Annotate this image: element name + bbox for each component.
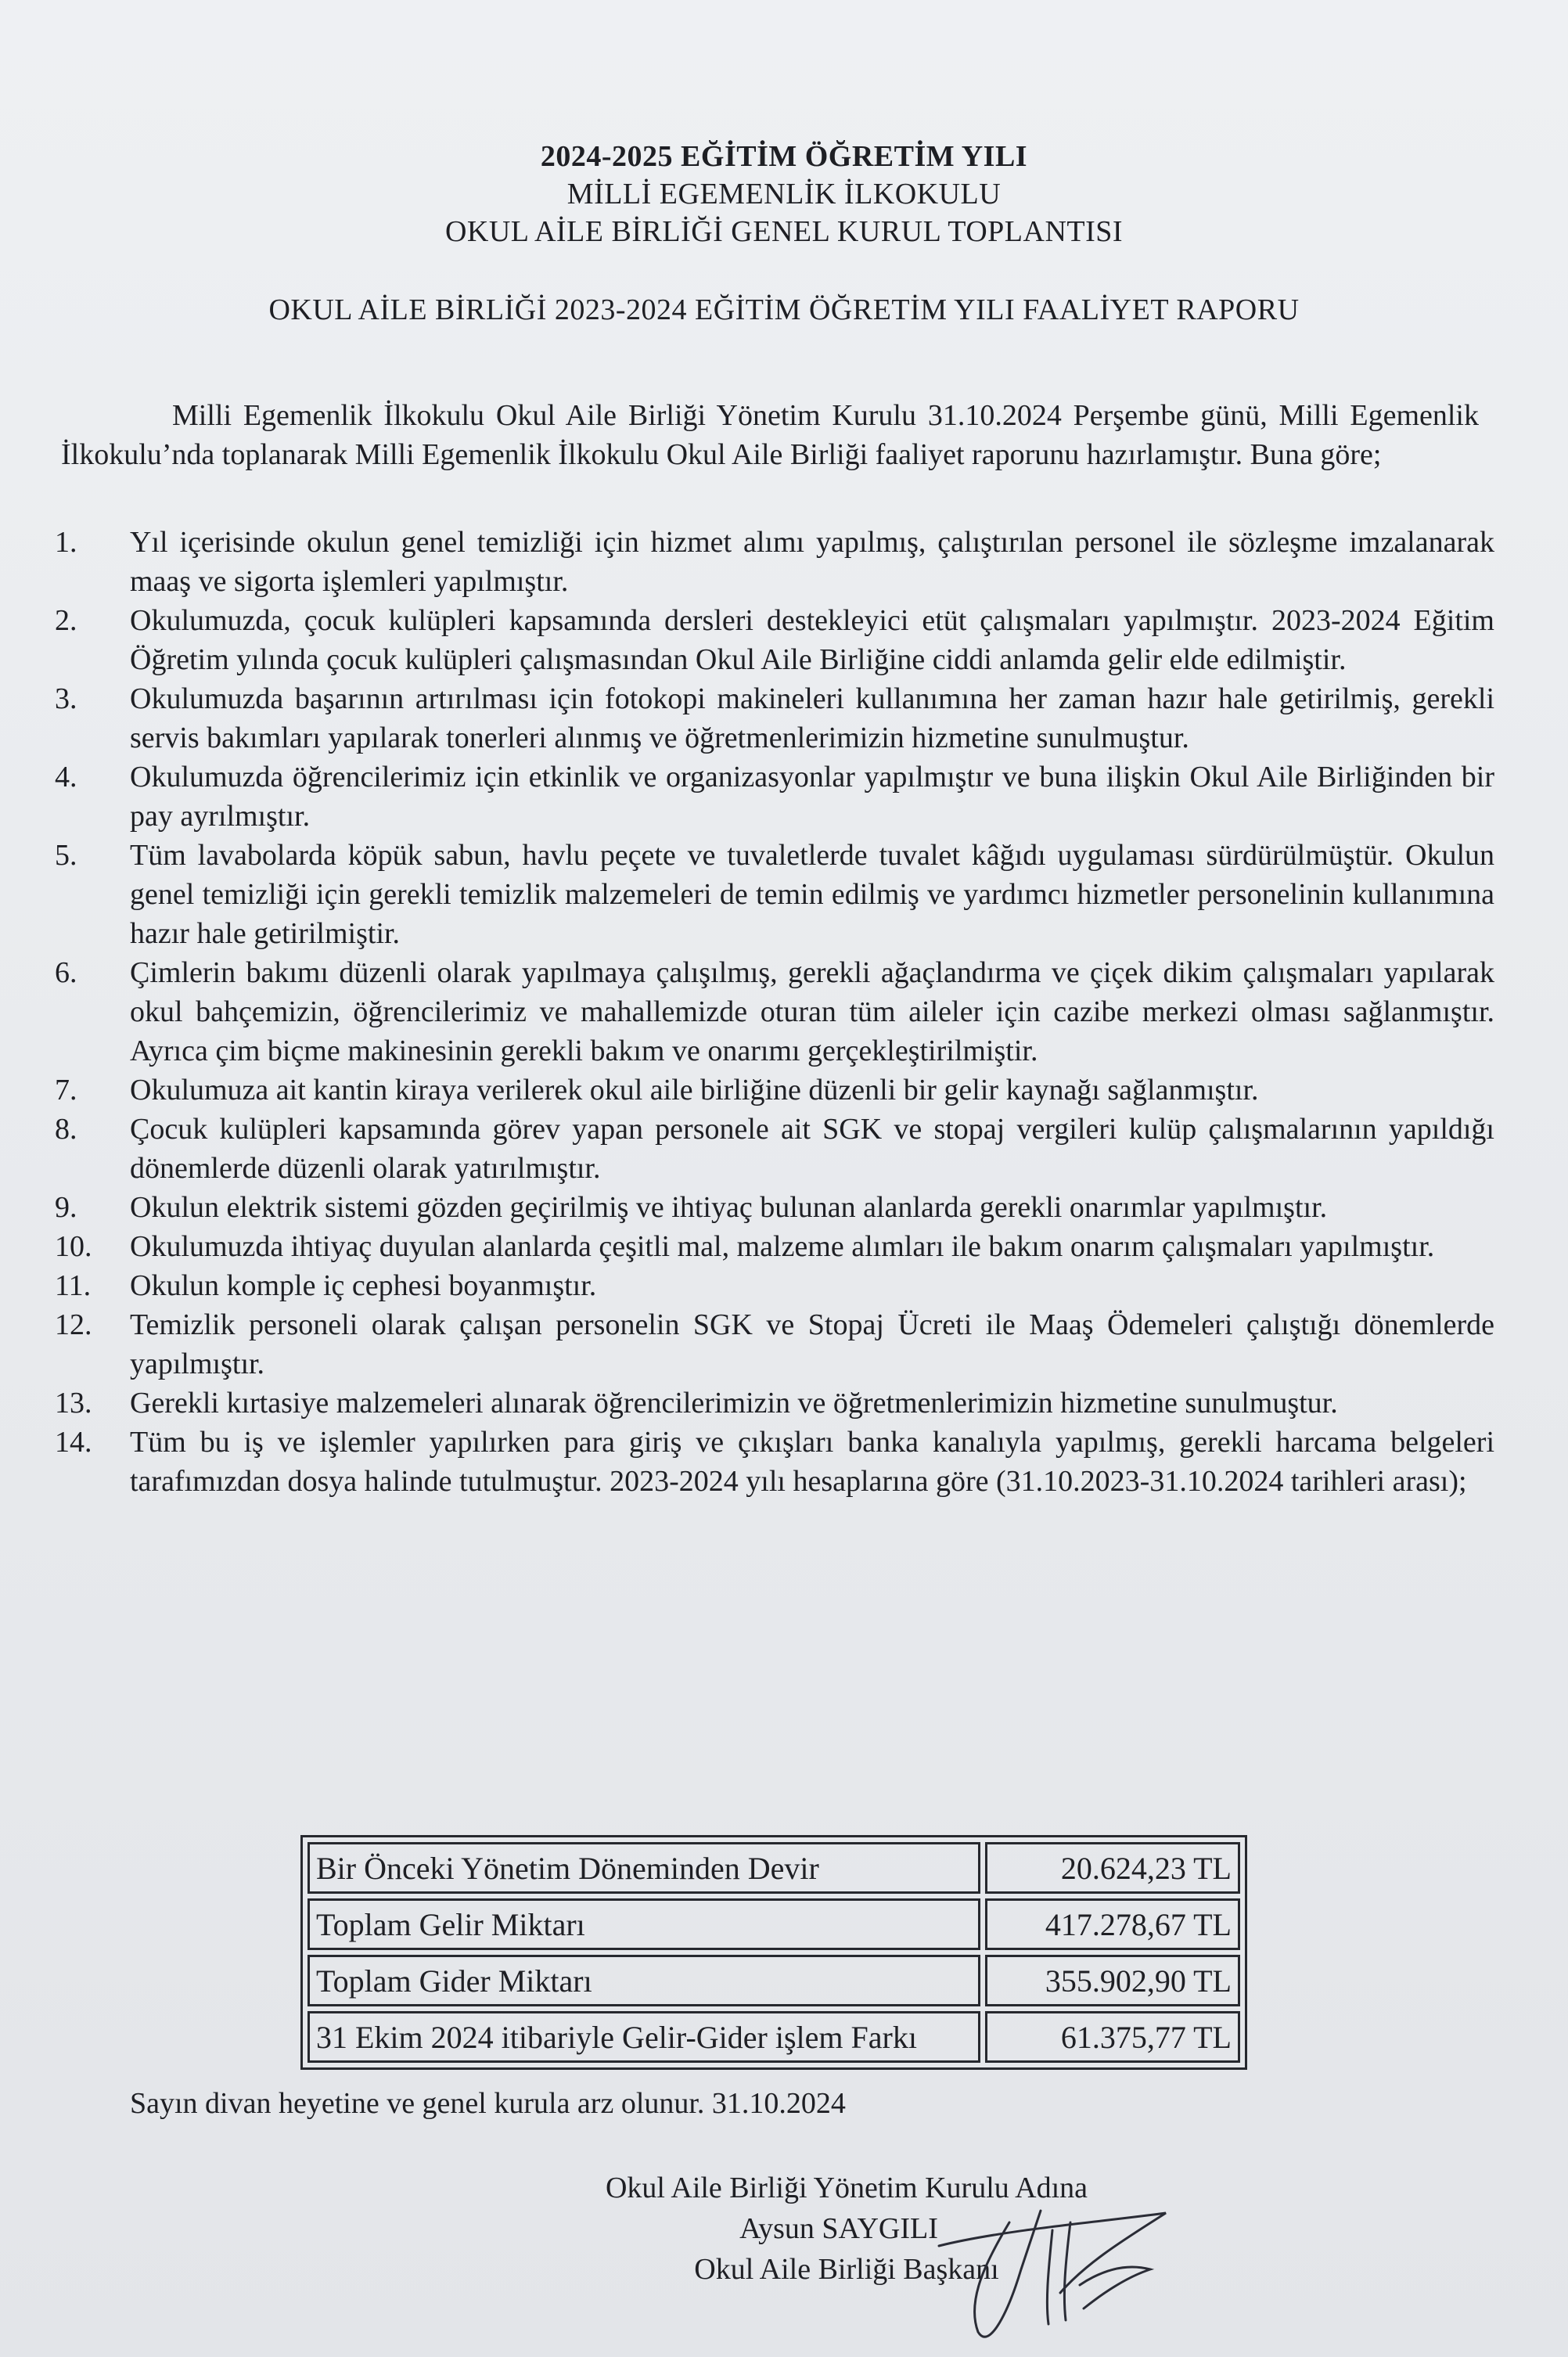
signatory-title: Okul Aile Birliği Başkanı: [694, 2253, 999, 2286]
list-item-text: Tüm lavabolarda köpük sabun, havlu peçete ve tuvaletlerde tuvalet kâğıdı uygulaması sürdürülmüştür. Okulun genel temizliği için gerekli temizlik malzemeleri de temin edilmiş ve yardımcı hizmetler personelinin kullanımına hazır hale getirilmiştir.: [130, 839, 1494, 950]
table-cell-amount: 61.375,77 TL: [985, 2011, 1240, 2063]
list-item: [55, 1305, 1494, 1384]
list-item-text: Okulumuzda, çocuk kulüpleri kapsamında dersleri destekleyici etüt çalışmaları yapılmıştır. 2023-2024 Eğitim Öğretim yılında çocuk kulüpleri çalışmasından Okul Aile Birliğine ciddi anlamda gelir elde edilmiştir.: [130, 604, 1494, 676]
list-item-number: 4.: [55, 761, 77, 793]
list-item-text: Çimlerin bakımı düzenli olarak yapılmaya çalışılmış, gerekli ağaçlandırma ve çiçek dikim çalışmaları yapılarak okul bahçemizin, öğrencilerimiz ve mahallemizde oturan tüm aileler için cazibe merkezi olması sağlanmıştır. Ayrıca çim biçme makinesinin gerekli bakım ve onarımı gerçekleştirilmiştir.: [130, 956, 1494, 1067]
list-item: [55, 601, 1494, 679]
table-cell-amount: 355.902,90 TL: [985, 1955, 1240, 2006]
table-row: [307, 1898, 1240, 1950]
list-item-text: Tüm bu iş ve işlemler yapılırken para giriş ve çıkışları banka kanalıyla yapılmış, gerekli harcama belgeleri tarafımızdan dosya halinde tutulmuştur. 2023-2024 yılı hesaplarına göre (31.10.2023-31.10.2024 tarihleri arası);: [130, 1426, 1494, 1498]
list-item-number: 1.: [55, 526, 77, 559]
list-item-text: Temizlik personeli olarak çalışan personelin SGK ve Stopaj Ücreti ile Maaş Ödemeleri çalıştığı dönemlerde yapılmıştır.: [130, 1308, 1494, 1380]
list-item: [55, 1188, 1494, 1227]
list-item-number: 9.: [55, 1191, 77, 1224]
table-row: [307, 1955, 1240, 2006]
list-item: [55, 953, 1494, 1071]
table-row: [307, 1842, 1240, 1894]
list-item: [55, 757, 1494, 836]
financial-summary-table: [300, 1835, 1247, 2070]
list-item: [55, 836, 1494, 953]
signature-line-organization: Okul Aile Birliği Yönetim Kurulu Adına: [605, 2172, 1088, 2204]
list-item-text: Gerekli kırtasiye malzemeleri alınarak öğrencilerimizin ve öğretmenlerimizin hizmetine sunulmuştur.: [130, 1387, 1338, 1420]
meeting-heading: OKUL AİLE BİRLİĞİ GENEL KURUL TOPLANTISI: [444, 215, 1124, 248]
table-cell-amount: 20.624,23 TL: [985, 1842, 1240, 1894]
list-item-number: 13.: [55, 1387, 92, 1420]
list-item-text: Okulumuzda öğrencilerimiz için etkinlik ve organizasyonlar yapılmıştır ve buna ilişkin Okul Aile Birliğinden bir pay ayrılmıştır.: [130, 761, 1494, 833]
table-cell-label: Toplam Gider Miktarı: [307, 1955, 980, 2006]
list-item-number: 12.: [55, 1308, 92, 1341]
list-item-number: 8.: [55, 1113, 77, 1146]
list-item: [55, 1110, 1494, 1188]
list-item: [55, 1384, 1494, 1423]
table-row: [307, 2011, 1240, 2063]
list-item-number: 10.: [55, 1230, 92, 1263]
list-item-number: 7.: [55, 1074, 77, 1107]
list-item: [55, 1266, 1494, 1305]
signatory-name: Aysun SAYGILI: [739, 2212, 938, 2245]
table-cell-label: Bir Önceki Yönetim Döneminden Devir: [307, 1842, 980, 1894]
list-item-text: Çocuk kulüpleri kapsamında görev yapan personele ait SGK ve stopaj vergileri kulüp çalışmalarının yapıldığı dönemlerde düzenli olarak yatırılmıştır.: [130, 1113, 1494, 1185]
table-cell-label: Toplam Gelir Miktarı: [307, 1898, 980, 1950]
list-item: [55, 679, 1494, 757]
table-cell-amount: 417.278,67 TL: [985, 1898, 1240, 1950]
handwritten-signature: [892, 2175, 1189, 2355]
closing-statement: Sayın divan heyetine ve genel kurula arz olunur. 31.10.2024: [130, 2087, 846, 2120]
school-name-heading: MİLLİ EGEMENLİK İLKOKULU: [566, 178, 1002, 211]
activity-list: [55, 523, 1494, 1501]
list-item: [55, 1227, 1494, 1266]
list-item-text: Okulumuzda başarının artırılması için fotokopi makineleri kullanımına her zaman hazır hale getirilmiş, gerekli servis bakımları yapılarak tonerleri alınmış ve öğretmenlerimizin hizmetine sunulmuştur.: [130, 682, 1494, 754]
list-item-text: Okulun komple iç cephesi boyanmıştır.: [130, 1269, 597, 1302]
list-item: [55, 1423, 1494, 1501]
list-item-text: Okulumuzda ihtiyaç duyulan alanlarda çeşitli mal, malzeme alımları ile bakım onarım çalışmaları yapılmıştır.: [130, 1230, 1435, 1263]
list-item-text: Okulun elektrik sistemi gözden geçirilmiş ve ihtiyaç bulunan alanlarda gerekli onarımlar yapılmıştır.: [130, 1191, 1328, 1224]
list-item-number: 6.: [55, 956, 77, 989]
academic-year-heading: 2024-2025 EĞİTİM ÖĞRETİM YILI: [540, 140, 1028, 173]
list-item-number: 3.: [55, 682, 77, 715]
list-item-number: 2.: [55, 604, 77, 637]
list-item: [55, 523, 1494, 601]
report-title: OKUL AİLE BİRLİĞİ 2023-2024 EĞİTİM ÖĞRETİM YILI FAALİYET RAPORU: [268, 293, 1300, 326]
list-item: [55, 1071, 1494, 1110]
list-item-number: 14.: [55, 1426, 92, 1459]
list-item-number: 11.: [55, 1269, 92, 1302]
intro-paragraph: Milli Egemenlik İlkokulu Okul Aile Birliği Yönetim Kurulu 31.10.2024 Perşembe günü, Milli Egemenlik İlkokulu’nda toplanarak Milli Egemenlik İlkokulu Okul Aile Birliği faaliyet raporunu hazırlamıştır. Buna göre;: [61, 399, 1479, 471]
list-item-text: Yıl içerisinde okulun genel temizliği için hizmet alımı yapılmış, çalıştırılan personel ile sözleşme imzalanarak maaş ve sigorta işlemleri yapılmıştır.: [130, 526, 1494, 598]
table-cell-label: 31 Ekim 2024 itibariyle Gelir-Gider işlem Farkı: [307, 2011, 980, 2063]
list-item-text: Okulumuza ait kantin kiraya verilerek okul aile birliğine düzenli bir gelir kaynağı sağlanmıştır.: [130, 1074, 1259, 1107]
list-item-number: 5.: [55, 839, 77, 872]
